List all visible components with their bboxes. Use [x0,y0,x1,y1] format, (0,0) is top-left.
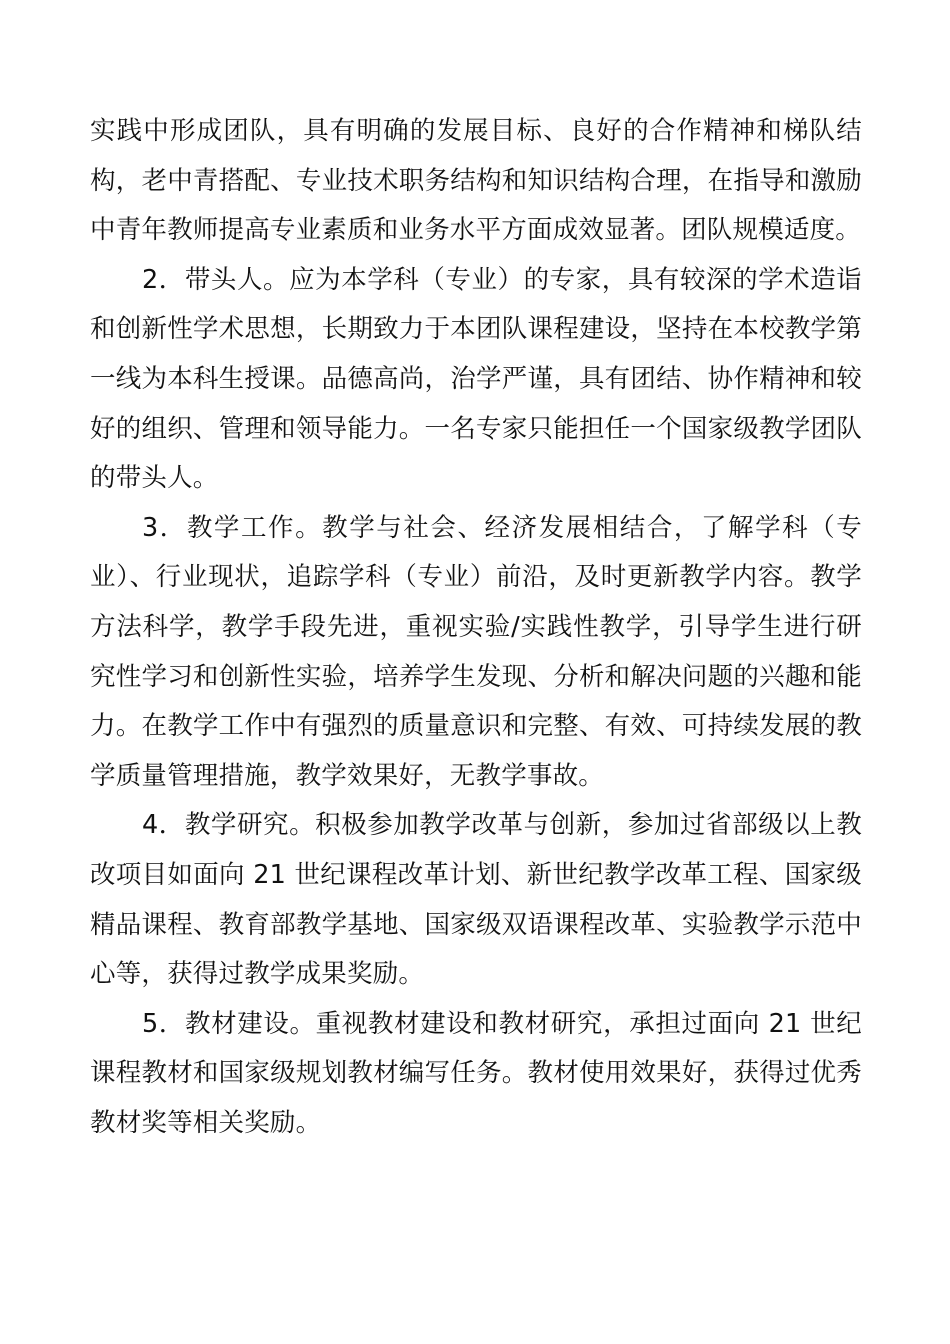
paragraph-teaching-research: 4．教学研究。积极参加教学改革与创新，参加过省部级以上教改项目如面向 21 世纪课程改革计划、新世纪教学改革工程、国家级精品课程、教育部教学基地、国家级双语课程改革、实验教学示范中心等，获得过教学成果奖励。 [90,810,862,990]
document-body [90,107,862,1148]
paragraph-leader: 2．带头人。应为本学科（专业）的专家，具有较深的学术造诣和创新性学术思想，长期致力于本团队课程建设，坚持在本校教学第一线为本科生授课。品德高尚，治学严谨，具有团结、协作精神和较好的组织、管理和领导能力。一名专家只能担任一个国家级教学团队的带头人。 [90,264,862,494]
paragraph-textbook-construction: 5．教材建设。重视教材建设和教材研究，承担过面向 21 世纪课程教材和国家级规划教材编写任务。教材使用效果好，获得过优秀教材奖等相关奖励。 [90,1008,862,1138]
paragraph-team-structure: 实践中形成团队，具有明确的发展目标、良好的合作精神和梯队结构，老中青搭配、专业技术职务结构和知识结构合理，在指导和激励中青年教师提高专业素质和业务水平方面成效显著。团队规模适度。 [90,116,862,246]
paragraph-teaching-work: 3．教学工作。教学与社会、经济发展相结合，了解学科（专业）、行业现状，追踪学科（专业）前沿，及时更新教学内容。教学方法科学，教学手段先进，重视实验/实践性教学，引导学生进行研究性学习和创新性实验，培养学生发现、分析和解决问题的兴趣和能力。在教学工作中有强烈的质量意识和完整、有效、可持续发展的教学质量管理措施，教学效果好，无教学事故。 [90,512,862,791]
